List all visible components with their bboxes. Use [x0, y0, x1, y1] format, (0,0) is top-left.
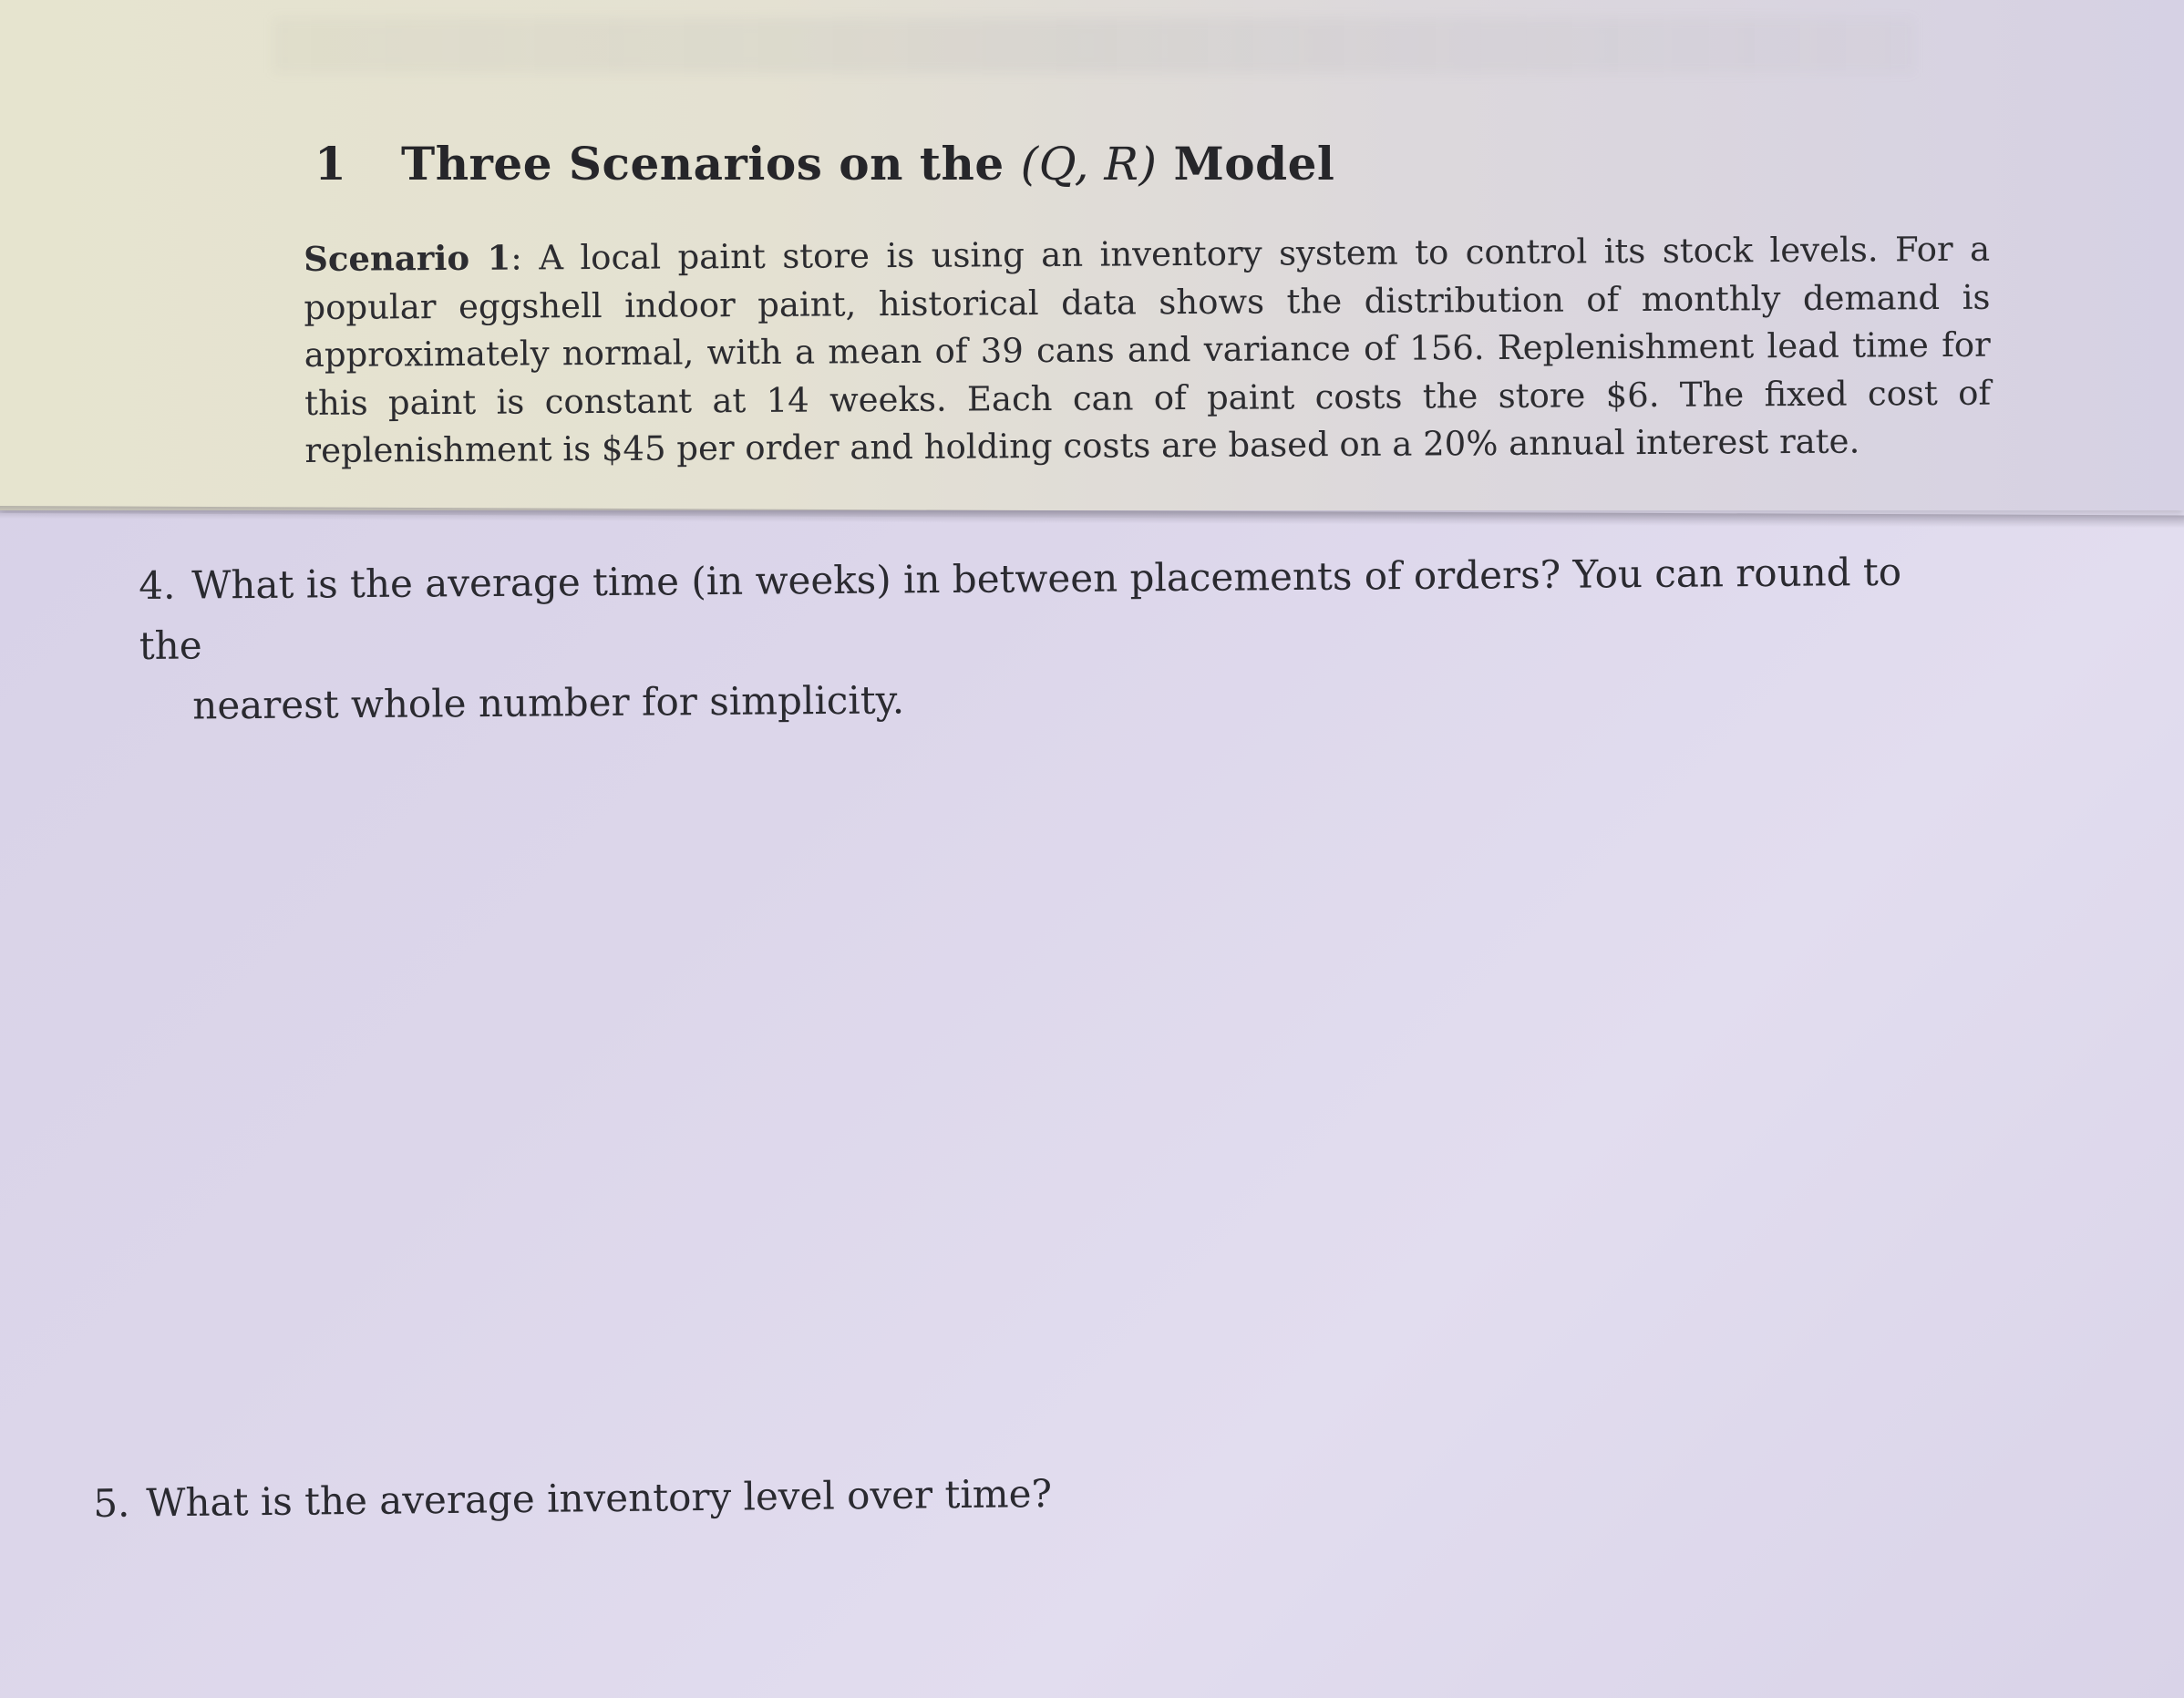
question-text: What is the average inventory level over time?	[146, 1470, 1053, 1526]
scenario-text: : A local paint store is using an inventory system to control its stock levels. For a popular eggshell indoor paint, historical data shows the distribution of monthly demand is approximately normal, with a mean of 39 cans and variance of 156. Replenishment lead time for this paint is constant at 14 weeks. Each can of paint costs the store $6. The fixed cost of replenishment is $45 per order and holding costs are based on a 20% annual interest rate.	[304, 229, 1992, 470]
section-number: 1	[314, 137, 347, 190]
question-4	[139, 541, 1963, 736]
section-title-end: Model	[1157, 137, 1335, 190]
section-heading	[314, 137, 1334, 190]
scenario-paragraph	[304, 225, 1992, 476]
section-title-math: (Q, R)	[1020, 138, 1158, 190]
question-number: 5.	[93, 1480, 130, 1526]
bleed-through-text	[273, 18, 1914, 73]
question-text-line2: nearest whole number for simplicity.	[192, 677, 905, 728]
question-number: 4.	[139, 562, 176, 608]
scenario-label: Scenario 1	[304, 237, 511, 279]
question-5	[93, 1466, 1052, 1531]
question-text-line1: What is the average time (in weeks) in between placements of orders? You can round to the	[139, 549, 1902, 668]
section-title-text: Three Scenarios on the	[401, 137, 1021, 190]
